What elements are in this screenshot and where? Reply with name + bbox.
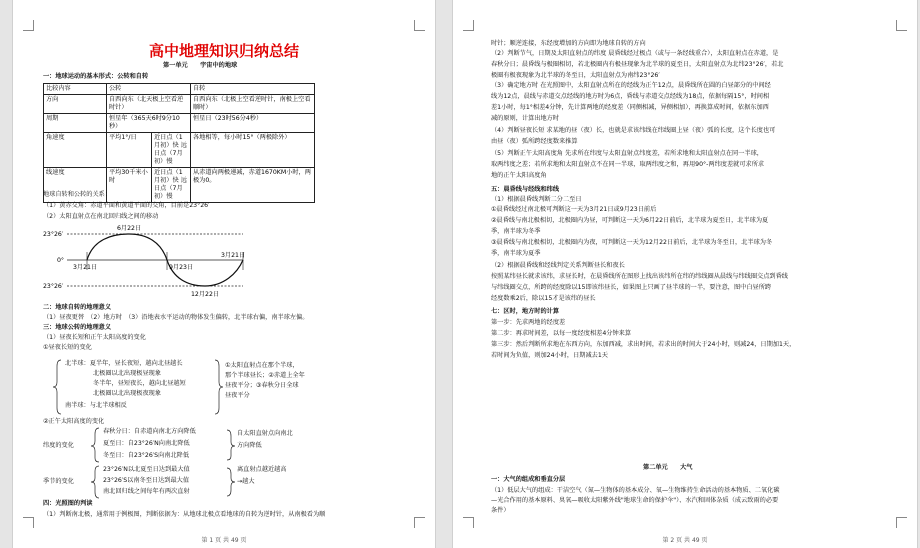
- table-cell: 恒星年（365天6时9分10秒）: [107, 114, 191, 133]
- text-line: →越大: [237, 478, 255, 485]
- text-line: （2）太阳直射点在南北回归线之间的移动: [43, 213, 159, 220]
- text-line: ①太阳直射点在那个半球，: [225, 362, 299, 369]
- table-cell: 从赤道向两极递减，赤道1670KM小时，两极为0。: [191, 168, 315, 203]
- text-line: 离直射点越近越高: [237, 466, 287, 473]
- table-cell: 恒星日（23时56分4秒）: [191, 114, 315, 133]
- text-line: （1）黄赤交角：赤道平面和黄道平面的交角，目前是23°26′: [43, 202, 210, 209]
- section-heading: 五：晨昏线与经线和纬线: [491, 186, 560, 193]
- text-line: 按照某纬昼长就求该纬，求昼长时，在晨昏线所在图形上找出该纬所在纬的纬线圈从晨线与纬线圈交点到昏线: [491, 273, 788, 280]
- section-heading: 七：区时，地方时的计算: [491, 308, 560, 315]
- table-cell: 自西向东（北天极上空看逆时针）: [107, 95, 191, 114]
- text-line: 条件）: [491, 507, 510, 514]
- table-row: [44, 84, 315, 95]
- section-heading: 四：光照图的判读: [43, 500, 93, 507]
- page-footer: 第 2 页 共 49 页: [662, 537, 708, 544]
- section-heading: 一：地球运动的基本形式：公转和自转: [43, 73, 149, 80]
- table-cell: 公转: [107, 84, 191, 95]
- table-cell: 平均30千米小时: [107, 168, 152, 203]
- text-line: —光合作用的基本原料、臭氧—吸收太阳紫外线"地球生命的保护伞"）、水汽和固体杂质（成云致雨的必要: [491, 497, 779, 504]
- text-line: 昼夜平分: [225, 392, 250, 399]
- table-cell: 自西向东（北极上空看逆时针，南极上空看顺时）: [191, 95, 315, 114]
- text-line: （1）昼夜更替 （2）地方时 （3）沿地表水平运动的物体发生偏转，北半球右偏，南半球左偏。: [43, 314, 309, 321]
- sun-migration-diagram: [43, 222, 253, 298]
- text-line: （2）根据晨昏线和经线判定关系判断昼长和夜长: [491, 262, 625, 269]
- page-footer: 第 1 页 共 49 页: [201, 537, 247, 544]
- unit-heading: 第一单元 宇宙中的地球: [163, 62, 238, 69]
- lat-label-north: 23°26′: [43, 231, 64, 238]
- lat-label-south: 23°26′: [43, 283, 64, 290]
- margin-corner-mark: [23, 20, 34, 31]
- document-page-1: [12, 0, 436, 548]
- table-cell: 近日点（1月初）快 远日点（7月初）慢: [152, 168, 191, 203]
- lat-label-equator: 0°: [57, 257, 65, 264]
- date-label-mar21b: 3月21日: [221, 252, 246, 259]
- table-cell: 角速度: [44, 133, 107, 168]
- text-line: （4）判断昼夜长短 求某地的昼（夜）长，也就是求该纬线在纬线圈上昼（夜）弧的长度，这个长度也可: [491, 127, 776, 134]
- date-label-jun22: 6月22日: [117, 225, 142, 232]
- date-label-mar21: 3月21日: [73, 264, 98, 271]
- text-line: 昼夜平分；③春秋分日全球: [225, 382, 299, 389]
- text-line: 季，南半球为夏季: [491, 250, 541, 257]
- table-cell: 自转: [191, 84, 315, 95]
- text-line: ③晨昏线与南北极相切，北极圈内为夜，可判断这一天为12月22日前后，北半球为冬至日，北半球为冬: [491, 239, 773, 246]
- text-line: （1）判断南北极，通常用于例极图，判断依据为：从地球北极点看地球的自转为逆时针，从南极看为顺: [43, 511, 326, 518]
- table-cell: 方向: [44, 95, 107, 114]
- text-line: 与纬线圈交点，所跨的经度除以15即该纬昼长，如果图上只画了昼半球的一半，要注意，图中白昼所跨: [491, 284, 772, 291]
- text-line: 23°26′N以北夏至日达到最大值: [103, 466, 190, 473]
- text-line: （1）昼夜长短和正午太阳高度的变化: [43, 334, 146, 341]
- table-row: [44, 114, 315, 133]
- table-row: [44, 133, 315, 168]
- text-line: 取两纬度之差；若所求地和太阳直射点不在同一半球，取两纬度之和，再用90°-两纬度差就可求所求: [491, 161, 765, 168]
- margin-corner-mark: [414, 20, 425, 31]
- text-line: 南北回归线之间每年有两次直射: [103, 488, 190, 495]
- text-line: 季，南半球为冬季: [491, 228, 541, 235]
- text-line: 23°26′S以南冬至日达到最大值: [103, 477, 190, 484]
- text-line: 冬至日：自23°26′S向南北降低: [103, 452, 190, 459]
- text-line: ①昼夜长短的变化: [43, 344, 92, 351]
- text-line: 第二步：再求时间差，以每一度经度相差4分钟来算: [491, 330, 632, 337]
- margin-corner-mark: [23, 517, 34, 528]
- text-line: 差1小时，每1°相差4分钟，先计算两地的经度差（同侧相减，异侧相加），再换算成时间，依据东加西: [491, 104, 769, 111]
- table-cell: 比较内容: [44, 84, 107, 95]
- text-line: 北极圈以北出现极夜现象: [93, 390, 162, 397]
- text-line: ①晨昏线经过南北极可判断这一天为3月21日或9月23日前后: [491, 206, 657, 213]
- table-cell: 近日点（1月初）快 远日点（7月初）慢: [152, 133, 191, 168]
- document-title: 高中地理知识归纳总结: [148, 42, 299, 60]
- margin-corner-mark: [463, 517, 474, 528]
- margin-corner-mark: [414, 517, 425, 528]
- text-line: 北半球：夏半年，昼长夜短，越向北昼越长: [65, 360, 183, 367]
- text-line: （1）低层大气的组成：干洁空气（氮—生物体的基本成分、氧—生物维持生命活动的基本物质、二氧化碳: [491, 487, 780, 494]
- text-line: 季节的变化: [43, 478, 74, 485]
- section-heading: 二：地球自转的地理意义: [43, 304, 112, 311]
- text-line: （3）确定地方时 在光照图中，太阳直射点所在的经线为正午12点，晨昏线所在圆的白昼部分的中间经: [491, 82, 771, 89]
- text-line: 若时间为负值，则加24小时，日期减去1天: [491, 352, 608, 359]
- text-line: （1）根据晨昏线判断二分二至日: [491, 196, 582, 203]
- margin-corner-mark: [896, 20, 907, 31]
- section-heading: 一：大气的组成和垂直分层: [491, 476, 566, 483]
- text-line: 那个半球昼长；②赤道上全年: [225, 372, 305, 379]
- text-line: 第一步：先求两地的经度差: [491, 319, 566, 326]
- text-line: 经度数乘2后，除以15才是该纬的昼长: [491, 295, 596, 302]
- text-line: 自太阳直射点向南北: [237, 430, 293, 437]
- text-line: 春秋分日；晨昏线与极圈相切，若北极圈内有极昼现象为北半球的夏至日，太阳直射点为北纬23°26′，若北: [491, 61, 784, 68]
- table-cell: 周期: [44, 114, 107, 133]
- table-cell: 线速度: [44, 168, 107, 203]
- comparison-table: [43, 83, 315, 203]
- text-line: 地球自转和公转的关系：: [43, 191, 112, 198]
- text-line: ②正午太阳高度的变化: [43, 418, 105, 425]
- text-line: 北极圈以北出现极昼现象: [93, 370, 162, 377]
- text-line: 冬半年，昼短夜长，越向北昼越短: [93, 380, 186, 387]
- text-line: （2）判断节气，日期及太阳直射点的纬度 晨昏线经过极点（或与一条经线重合），太阳直射点在赤道，是: [491, 50, 779, 57]
- margin-corner-mark: [896, 517, 907, 528]
- document-page-2: [452, 0, 918, 548]
- date-label-dec22: 12月22日: [191, 291, 220, 298]
- text-line: （5）判断正午太阳高度角 先求所在纬度与太阳直射点纬度差，若所求地和太阳直射点在同一半球，: [491, 150, 763, 157]
- text-line: 纬度的变化: [43, 442, 74, 449]
- text-line: 地的正午太阳高度角: [491, 172, 547, 179]
- text-line: ②晨昏线与南北极相切，北极圈内为昼，可判断这一天为6月22日前后，北半球为夏至日，北半球为夏: [491, 217, 769, 224]
- margin-corner-mark: [463, 20, 474, 31]
- section-heading: 三：地球公转的地理意义: [43, 324, 112, 331]
- text-line: 极圈有极夜现象为北半球的冬至日，太阳直射点为南纬23°26′: [491, 72, 660, 79]
- text-line: 春秋分日：自赤道向南北方向降低: [103, 428, 196, 435]
- text-line: 线为12点，晨线与赤道交点经线的地方时为6点，昏线与赤道交点经线为18点，依据每隔15°，时间相: [491, 93, 770, 100]
- table-cell: 各地相等，每小时15°（两极除外）: [191, 133, 315, 168]
- text-line: 减的原则，计算出地方时: [491, 115, 560, 122]
- text-line: 夏至日：自23°26′N向南北降低: [103, 440, 190, 447]
- date-label-sep23: 9月23日: [169, 264, 194, 271]
- text-line: 由昼（夜）弧所跨经度数来推算: [491, 138, 578, 145]
- text-line: 方向降低: [237, 442, 262, 449]
- text-line: 南半球：与北半球相反: [65, 402, 127, 409]
- table-row: [44, 95, 315, 114]
- table-cell: 平均1°/日: [107, 133, 152, 168]
- text-line: 时针；顺逆连接，东经度增加的方向即为地球自转的方向: [491, 40, 646, 47]
- unit-heading: 第二单元 大气: [643, 464, 693, 471]
- text-line: 第三步：然后判断所求地在东西方向，东加西减，求出时间，若求出的时间大于24小时，则减24，日期加1天，: [491, 341, 796, 348]
